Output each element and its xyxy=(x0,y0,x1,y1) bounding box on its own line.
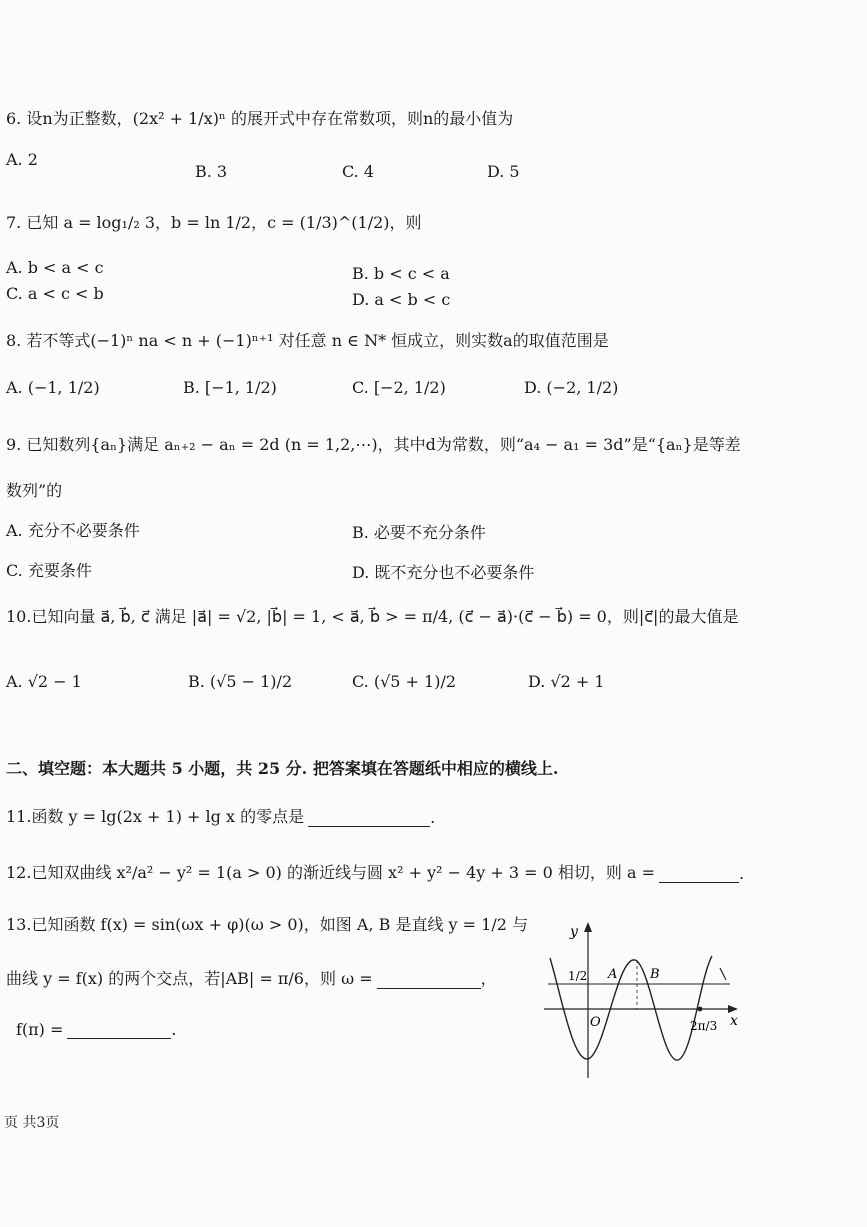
q9-option-d: D. 既不充分也不必要条件 xyxy=(352,563,535,582)
x-axis-label: x xyxy=(730,1013,738,1029)
question-13-line3-text: f(π) = xyxy=(16,1020,64,1039)
two-pi-over-3-point xyxy=(698,1007,703,1012)
q10-option-a: A. √2 − 1 xyxy=(6,672,82,691)
q7-option-a: A. b < a < c xyxy=(6,258,104,277)
y-axis-label: y xyxy=(570,924,578,940)
half-label: 1/2 xyxy=(568,969,588,983)
question-13-line2 xyxy=(6,966,497,989)
q6-option-a: A. 2 xyxy=(6,150,38,169)
question-9-stem-line2: 数列”的 xyxy=(6,481,63,500)
section-heading-fill-in: 二、填空题：本大题共 5 小题，共 25 分. 把答案填在答题纸中相应的横线上. xyxy=(6,759,559,778)
q6-option-b: B. 3 xyxy=(195,162,228,181)
page-footer: 页 共3页 xyxy=(4,1115,60,1131)
question-6-stem: 6. 设n为正整数，(2x² + 1/x)ⁿ 的展开式中存在常数项，则n的最小值为 xyxy=(6,109,514,128)
q9-option-a: A. 充分不必要条件 xyxy=(6,521,140,540)
q6-option-c: C. 4 xyxy=(342,162,375,181)
q6-option-d: D. 5 xyxy=(487,162,520,181)
q8-option-a: A. (−1, 1/2) xyxy=(6,378,100,397)
q11-suffix: . xyxy=(430,808,436,827)
question-8-stem: 8. 若不等式(−1)ⁿ na < n + (−1)ⁿ⁺¹ 对任意 n ∈ N* 恒成立，则实数a的取值范围是 xyxy=(6,331,609,350)
question-11 xyxy=(6,804,435,827)
q10-option-c: C. (√5 + 1)/2 xyxy=(352,672,457,691)
q8-option-c: C. [−2, 1/2) xyxy=(352,378,446,397)
question-7-stem: 7. 已知 a = log₁/₂ 3，b = ln 1/2，c = (1/3)^(1/2)，则 xyxy=(6,213,422,232)
q10-option-d: D. √2 + 1 xyxy=(528,672,605,691)
q7-option-b: B. b < c < a xyxy=(352,264,450,283)
q10-option-b: B. (√5 − 1)/2 xyxy=(188,672,293,691)
curve-continuation xyxy=(720,968,726,980)
question-13-line1: 13.已知函数 f(x) = sin(ωx + φ)(ω > 0)，如图 A, B 是直线 y = 1/2 与 xyxy=(6,915,528,934)
x-axis-arrow xyxy=(728,1005,738,1013)
y-axis-arrow xyxy=(584,922,592,932)
q11-answer-blank[interactable] xyxy=(308,812,430,827)
q12-answer-blank[interactable] xyxy=(659,868,739,883)
point-a-label: A xyxy=(608,967,618,982)
origin-label: O xyxy=(590,1015,601,1030)
q7-option-d: D. a < b < c xyxy=(352,290,451,309)
question-13-line2-text: 曲线 y = f(x) 的两个交点，若|AB| = π/6，则 ω = xyxy=(6,969,373,988)
q9-option-c: C. 充要条件 xyxy=(6,561,92,580)
q13-line2-suffix: ， xyxy=(480,969,497,988)
question-12-stem: 12.已知双曲线 x²/a² − y² = 1(a > 0) 的渐近线与圆 x² + y² − 4y + 3 = 0 相切，则 a = xyxy=(6,863,656,882)
q13-line3-suffix: . xyxy=(171,1020,177,1039)
question-11-stem: 11.函数 y = lg(2x + 1) + lg x 的零点是 xyxy=(6,807,305,826)
question-13-line3 xyxy=(16,1020,177,1039)
q13-omega-blank[interactable] xyxy=(377,974,481,989)
question-10-stem: 10.已知向量 a⃗, b⃗, c⃗ 满足 |a⃗| = √2, |b⃗| = 1, < a⃗, b⃗ > = π/4, (c⃗ − a⃗)·(c⃗ − b⃗) = 0，则|c⃗|的最大值是 xyxy=(6,607,739,626)
sine-graph xyxy=(540,918,750,1083)
q9-option-b: B. 必要不充分条件 xyxy=(352,523,486,542)
q8-option-b: B. [−1, 1/2) xyxy=(183,378,277,397)
two-pi-over-3-label: 2π/3 xyxy=(690,1019,718,1033)
question-12 xyxy=(6,860,744,883)
point-b-label: B xyxy=(650,967,660,982)
q12-suffix: . xyxy=(739,864,745,883)
q7-option-c: C. a < c < b xyxy=(6,284,104,303)
q13-f-pi-blank[interactable] xyxy=(67,1024,171,1039)
question-9-stem-line1: 9. 已知数列{aₙ}满足 aₙ₊₂ − aₙ = 2d (n = 1,2,⋯)，其中d为常数，则“a₄ − a₁ = 3d”是“{aₙ}是等差 xyxy=(6,435,741,454)
q8-option-d: D. (−2, 1/2) xyxy=(524,378,619,397)
